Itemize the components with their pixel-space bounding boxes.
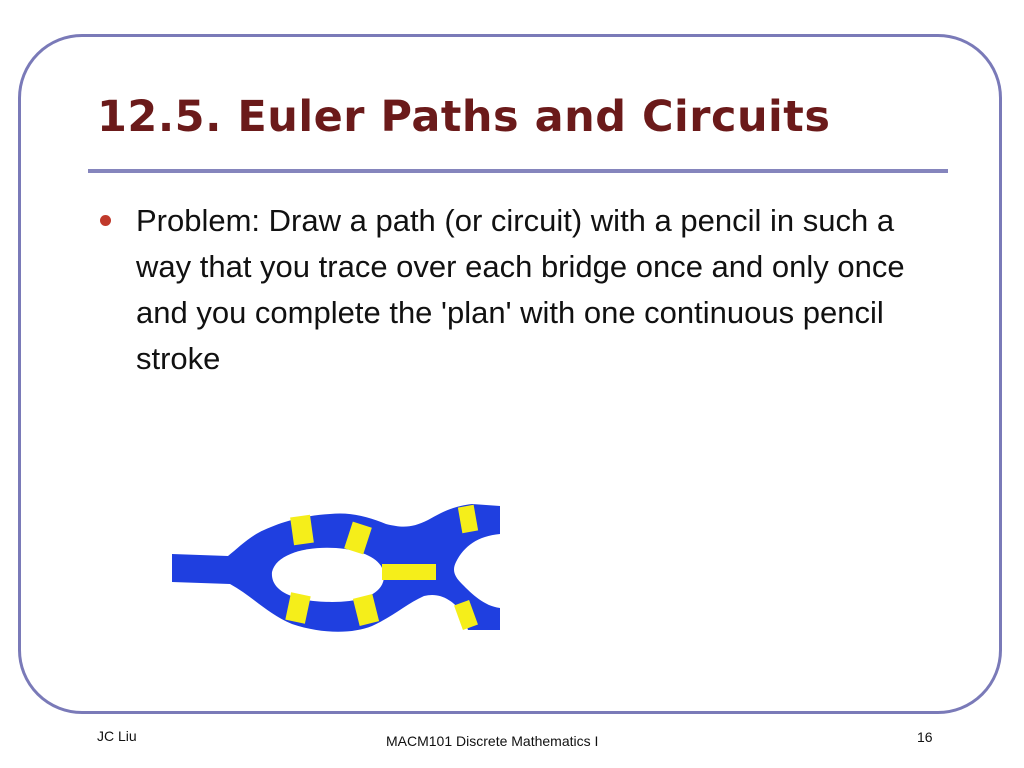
footer-page-number: 16 <box>917 729 933 745</box>
title-divider <box>88 169 948 173</box>
island-shape <box>272 548 384 602</box>
bridge-1 <box>290 515 314 546</box>
bullet-dot-icon <box>100 215 111 226</box>
konigsberg-bridges-figure <box>172 496 502 636</box>
bullet-text: Problem: Draw a path (or circuit) with a pencil in such a way that you trace over each bridge once and only once and you complete the 'plan' with one continuous pencil stroke <box>136 203 905 376</box>
bridge-3 <box>382 564 436 580</box>
footer-course: MACM101 Discrete Mathematics I <box>386 733 599 749</box>
slide-title: 12.5. Euler Paths and Circuits <box>97 92 831 142</box>
footer-author: JC Liu <box>97 728 137 744</box>
